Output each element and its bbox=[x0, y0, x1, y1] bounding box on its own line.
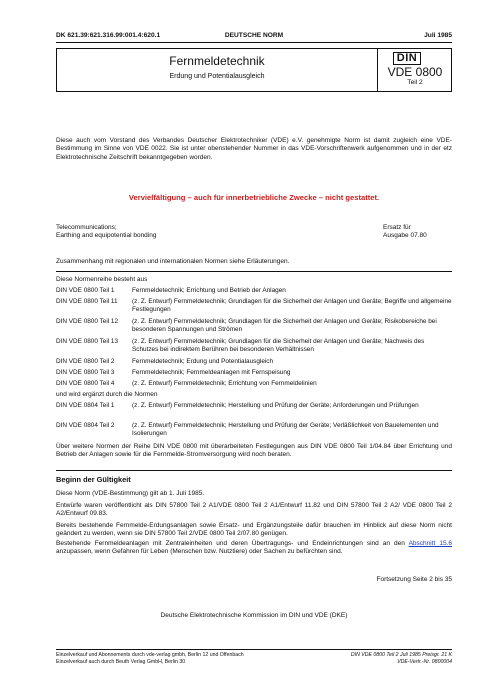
issue-date: Juli 1985 bbox=[424, 32, 452, 39]
intro-paragraph: Diese auch vom Vorstand des Verbandes Deutscher Elektrotechniker (VDE) e.V. genehmigte Norm ist damit zugleich eine VDE-Bestimmung im Sinne von VDE 0022. Sie ist unter obenstehender Nummer in das VDE-Vorschriftenwerk aufgenommen und in der etz Elektrotechnische Zeitschrift bekanntgegeben worden. bbox=[56, 137, 452, 161]
standard-desc: (z. Z. Entwurf) Fernmeldetechnik; Errichtung von Fernmeldelinien bbox=[132, 380, 317, 387]
validity-paragraph-1: Diese Norm (VDE-Bestimmung) gilt ab 1. Juli 1985. bbox=[56, 490, 205, 497]
standard-ref: DIN VDE 0800 Teil 12 bbox=[56, 318, 119, 325]
standard-number: VDE 0800 bbox=[387, 65, 443, 79]
replaces-block bbox=[383, 224, 453, 241]
standard-ref: DIN VDE 0800 Teil 2 bbox=[56, 358, 115, 365]
english-title-line2: Earthing and equipotential bonding bbox=[56, 232, 157, 240]
validity-paragraph-4 bbox=[56, 540, 452, 557]
footer-rule bbox=[56, 649, 452, 650]
norm-type: DEUTSCHE NORM bbox=[224, 32, 284, 39]
continuation-note: Fortsetzung Seite 2 bis 35 bbox=[376, 576, 452, 583]
footer-left-line2: Einzelverkauf auch durch Beuth Verlag GmbH, Berlin 30 bbox=[56, 658, 186, 665]
standard-ref: DIN VDE 0800 Teil 13 bbox=[56, 338, 119, 345]
footer-left-line1: Einzelverkauf und Abonnements durch vde-verlag gmbh, Berlin 12 und Offenbach bbox=[56, 652, 244, 658]
din-logo: DIN bbox=[393, 52, 421, 65]
validity-heading: Beginn der Gültigkeit bbox=[56, 475, 131, 484]
replaces-line2: Ausgabe 07.80 bbox=[383, 232, 427, 240]
validity-text-after: anzupassen, wenn Gefahren für Leben (Menschen bzw. Nutztiere) oder Sachen zu befürchten sind. bbox=[56, 548, 343, 556]
header-rule bbox=[56, 42, 452, 43]
footer-right-line2: VDE-Vertr.-Nr. 0800004 bbox=[397, 658, 452, 665]
standard-ref: DIN VDE 0804 Teil 1 bbox=[56, 402, 115, 409]
standard-desc: Fernmeldetechnik; Errichtung und Betrieb der Anlagen bbox=[132, 287, 286, 294]
validity-paragraph-3: Bereits bestehende Fernmelde-Erdungsanlagen sowie Ersatz- und Ergänzungsteile dafür brauchen im Hinblick auf diese Norm nicht geändert zu werden, wenn sie DIN 57800 Teil 2/VDE 0800 Teil 2/07.80 genügen. bbox=[56, 522, 452, 538]
standard-desc: Fernmeldetechnik; Erdung und Potentialausgleich bbox=[132, 358, 274, 365]
standard-ref: DIN VDE 0800 Teil 3 bbox=[56, 369, 115, 376]
standard-ref: DIN VDE 0804 Teil 2 bbox=[56, 422, 115, 429]
relation-note: Zusammenhang mit regionalen und internationalen Normen siehe Erläuterungen. bbox=[56, 258, 290, 265]
english-title bbox=[56, 224, 316, 241]
document-subtitle: Erdung und Potentialausgleich bbox=[169, 73, 265, 80]
standard-desc: (z. Z. Entwurf) Fernmeldetechnik; Herstellung und Prüfung der Geräte; Verläßlichkeit von Bauelementen und Isolierungen bbox=[132, 422, 439, 438]
standard-desc: (z. Z. Entwurf) Fernmeldetechnik; Grundlagen für die Sicherheit der Anlagen und Geräte; Begriffe und allgemeine Festlegungen bbox=[132, 298, 452, 314]
standard-part: Teil 2 bbox=[407, 79, 423, 86]
validity-paragraph-2: Entwürfe waren veröffentlicht als DIN 57800 Teil 2 A1/VDE 0800 Teil 2 A1/Entwurf 11.82 und DIN 57800 Teil 2 A2/ VDE 0800 Teil 2 A2/Entwurf 09.83. bbox=[56, 502, 452, 518]
standard-desc: (z. Z. Entwurf) Fernmeldetechnik; Herstellung und Prüfung der Geräte; Anforderungen und Prüfungen bbox=[132, 402, 419, 409]
standard-ref: DIN VDE 0800 Teil 11 bbox=[56, 298, 118, 305]
title-box bbox=[56, 48, 452, 92]
section-rule bbox=[56, 271, 452, 272]
series-intro: Diese Normenreihe besteht aus bbox=[56, 276, 148, 283]
document-title: Fernmeldetechnik bbox=[169, 54, 265, 68]
title-area bbox=[57, 49, 378, 91]
section-link[interactable]: Abschnitt 15.6 bbox=[408, 540, 452, 547]
commission-line: Deutsche Elektrotechnische Kommission im DIN und VDE (DKE) bbox=[160, 612, 348, 619]
footer-left bbox=[56, 652, 316, 665]
supplement-intro: und wird ergänzt durch die Normen bbox=[56, 391, 158, 398]
standard-desc: (z. Z. Entwurf) Fernmeldetechnik; Grundlagen für die Sicherheit der Anlagen und Geräte; Nachweis des Schutzes bei indirektem Berühren bei besonderen Verhältnissen bbox=[132, 338, 425, 354]
standard-desc: Fernmeldetechnik; Fernmeldeanlagen mit Fernspeisung bbox=[132, 369, 291, 376]
dk-classification: DK 621.39:621.316.99:001.4:620.1 bbox=[56, 32, 161, 39]
further-note: Über weitere Normen der Reihe DIN VDE 0800 mit überarbeiteten Festlegungen aus DIN VDE 0800 Teil 1/04.84 über Errichtung und Betrieb der Anlagen sowie für die Fernmelde-Stromversorgung wird noch beraten. bbox=[56, 443, 452, 459]
replaces-line1: Ersatz für bbox=[383, 224, 411, 231]
footer-right bbox=[290, 652, 452, 665]
standard-ref: DIN VDE 0800 Teil 4 bbox=[56, 380, 115, 387]
footer-right-line1: DIN VDE 0800 Teil 2 Juli 1985 Preisgr. 21 K bbox=[350, 652, 452, 658]
english-title-line1: Telecommunications; bbox=[56, 224, 117, 231]
standard-ref: DIN VDE 0800 Teil 1 bbox=[56, 287, 115, 294]
section-rule bbox=[56, 470, 452, 471]
validity-text-before: Bestehende Fernmeldeanlagen mit Zentraleinheiten und deren Übertragungs- und Endeinrichtungen sind an den bbox=[56, 540, 409, 547]
standard-desc: (z. Z. Entwurf) Fernmeldetechnik; Grundlagen für die Sicherheit der Anlagen und Geräte; Risikobereiche bei besonderen Spannungen und Strömen bbox=[132, 318, 437, 334]
copy-notice: Vervielfältigung – auch für innerbetriebliche Zwecke – nicht gestattet. bbox=[128, 193, 380, 202]
